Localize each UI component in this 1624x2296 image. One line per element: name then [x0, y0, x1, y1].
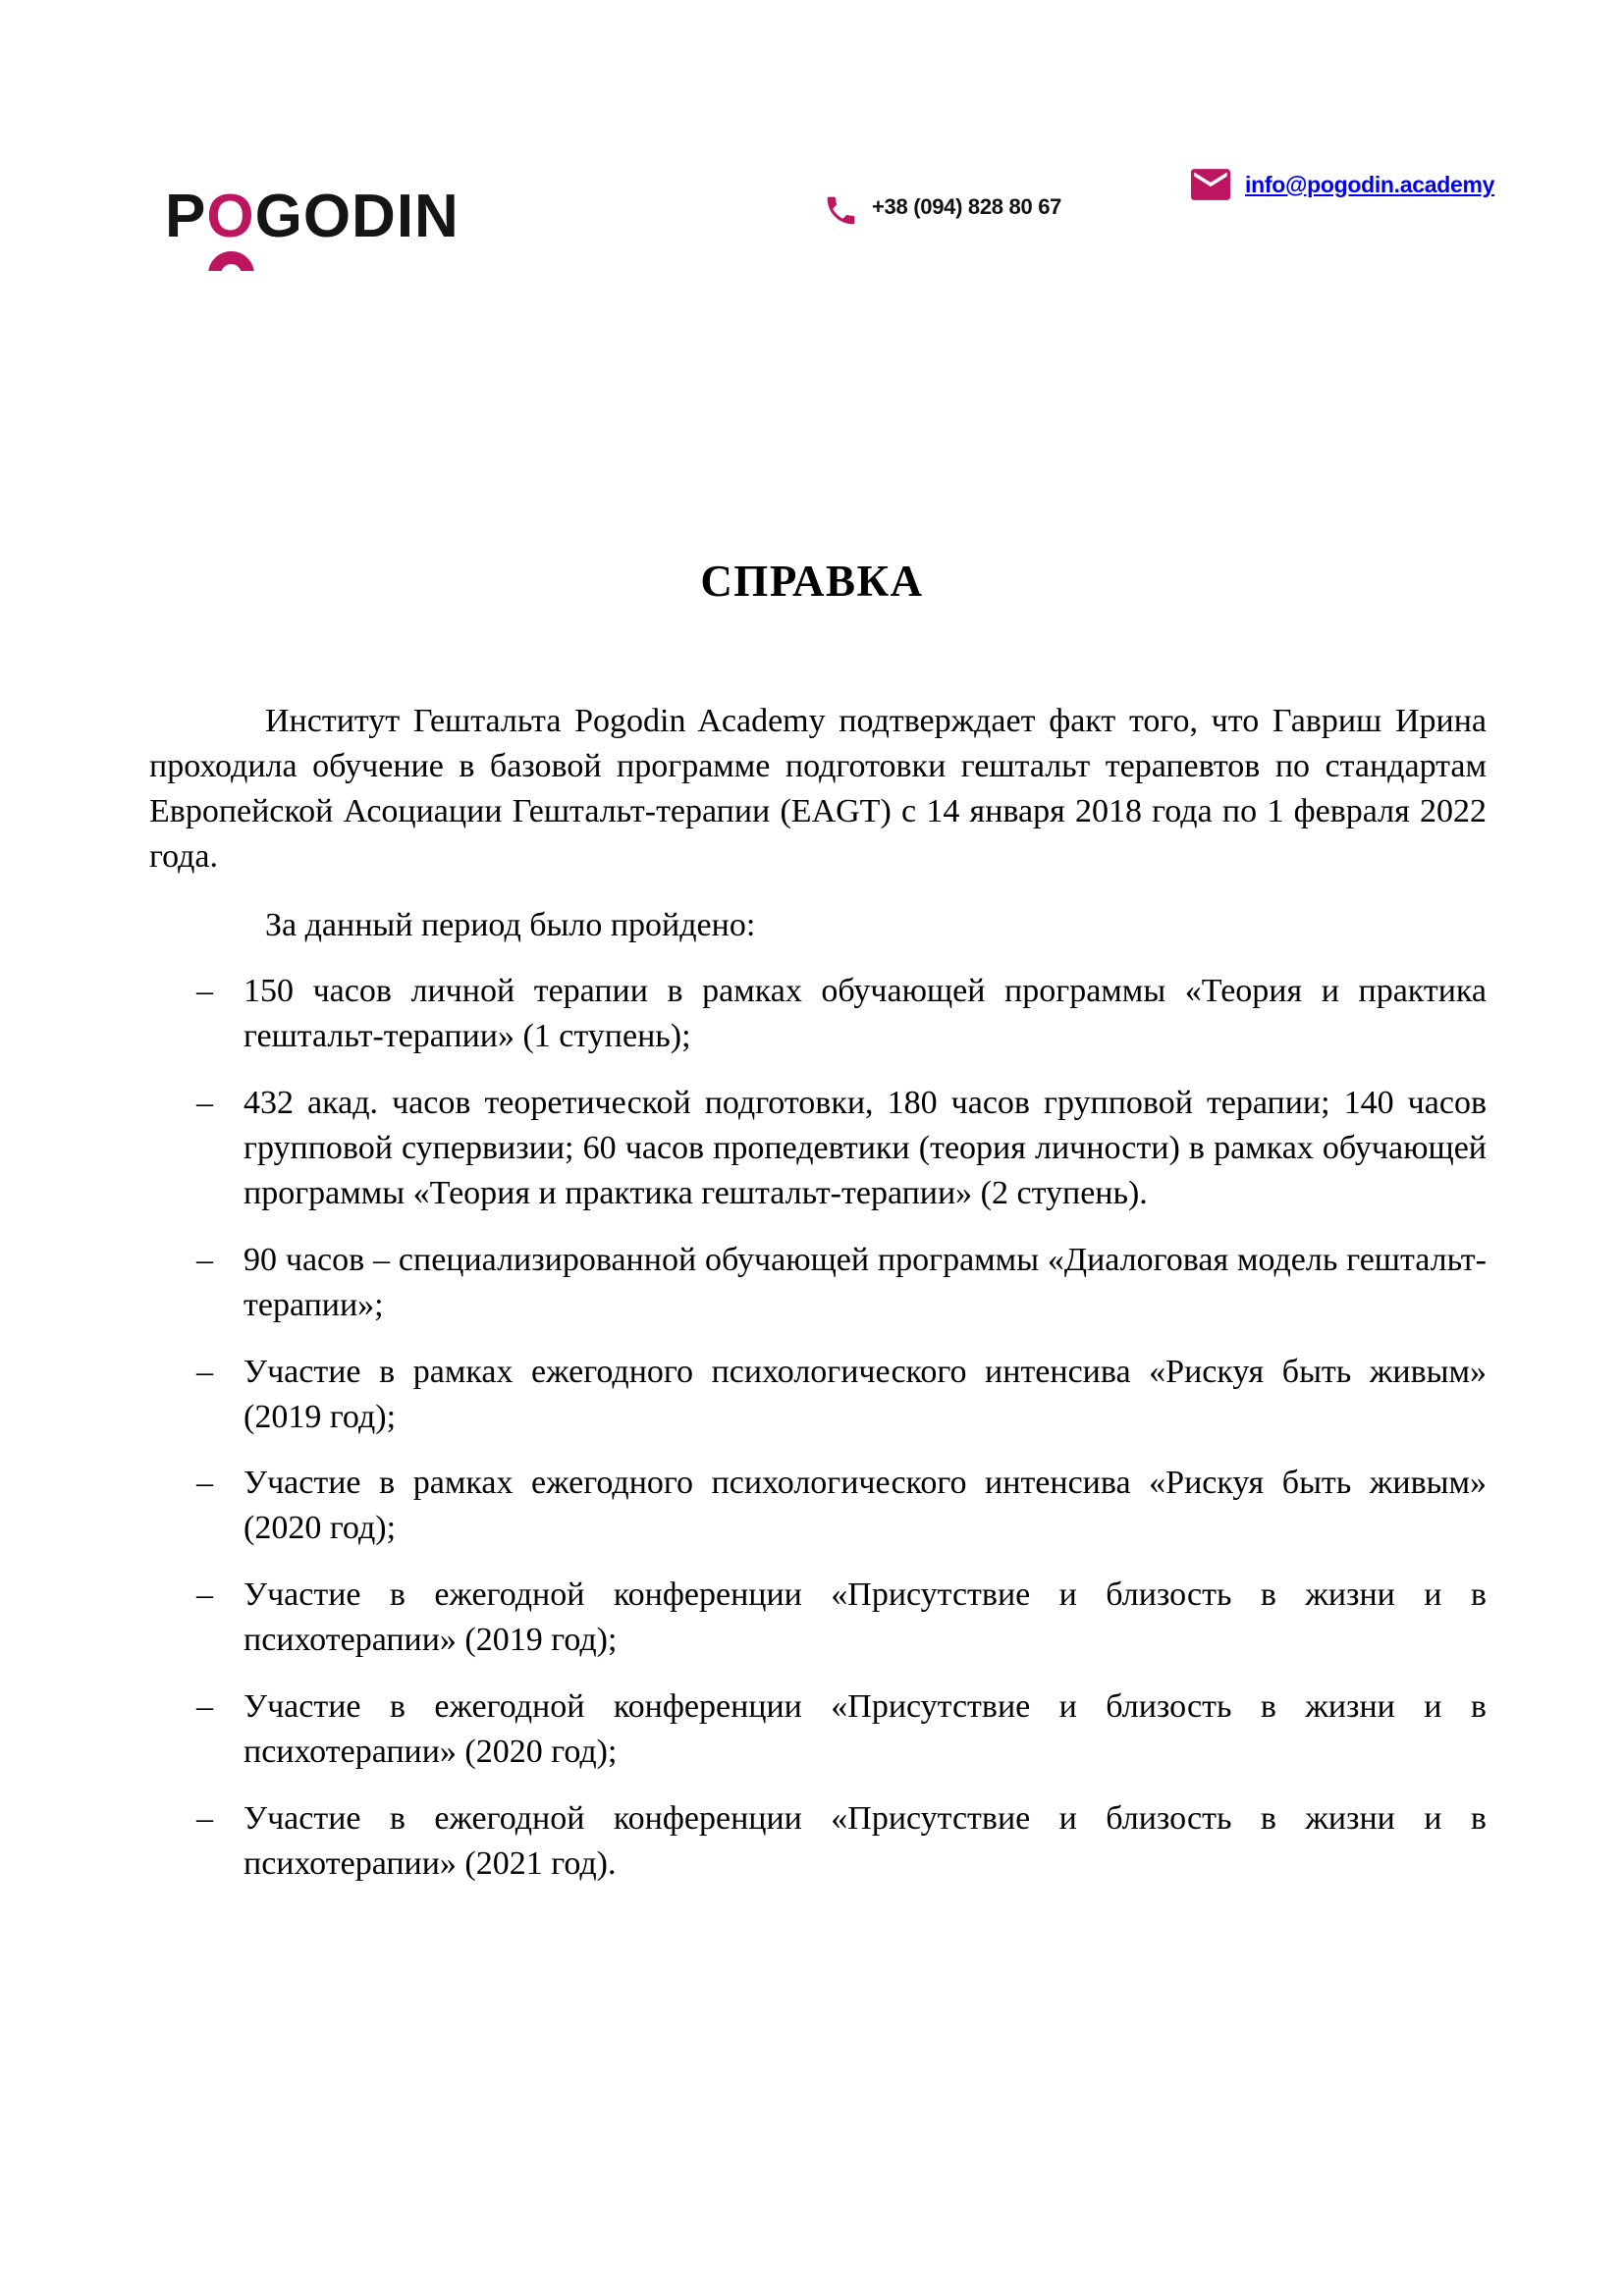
logo-letters-rest: GODIN [254, 183, 460, 250]
list-item-text: Участие в рамках ежегодного психологического интенсива «Рискуя быть живым» (2020 год); [244, 1465, 1487, 1547]
completed-items-list [149, 969, 1487, 1886]
document-body [149, 699, 1487, 1887]
logo-arc-mark [208, 251, 254, 271]
list-dash: – [196, 1688, 213, 1726]
pogodin-logo [165, 183, 460, 250]
list-item [149, 969, 1487, 1059]
email-contact [1191, 169, 1494, 200]
list-dash: – [196, 1799, 213, 1837]
list-dash: – [196, 1085, 213, 1122]
list-item [149, 1081, 1487, 1216]
list-item [149, 1573, 1487, 1663]
phone-icon [823, 192, 859, 229]
document-title: СПРАВКА [700, 557, 924, 606]
list-dash: – [196, 1465, 213, 1502]
phone-number: +38 (094) 828 80 67 [872, 193, 1062, 219]
list-item [149, 1461, 1487, 1551]
list-item [149, 1238, 1487, 1328]
list-item [149, 1684, 1487, 1775]
email-link[interactable]: info@pogodin.academy [1245, 171, 1495, 197]
list-dash: – [196, 1353, 213, 1390]
period-paragraph: За данный период было пройдено: [265, 906, 756, 943]
list-item-text: 150 часов личной терапии в рамках обучающей программы «Теория и практика гештальт-терапии» (1 ступень); [244, 973, 1487, 1055]
envelope-icon [1191, 169, 1230, 200]
list-dash: – [196, 1241, 213, 1278]
list-item [149, 1796, 1487, 1887]
list-item-text: 90 часов – специализированной обучающей программы «Диалоговая модель гештальт-терапии»; [244, 1241, 1487, 1323]
list-item-text: Участие в ежегодной конференции «Присутствие и близость в жизни и в психотерапии» (2021 год). [244, 1799, 1487, 1882]
list-item-text: Участие в ежегодной конференции «Присутствие и близость в жизни и в психотерапии» (2019 год); [244, 1576, 1487, 1659]
list-item-text: Участие в ежегодной конференции «Присутствие и близость в жизни и в психотерапии» (2020 год); [244, 1688, 1487, 1770]
phone-contact [823, 192, 1061, 229]
list-item-text: Участие в рамках ежегодного психологического интенсива «Рискуя быть живым» (2019 год); [244, 1353, 1487, 1435]
list-item [149, 1350, 1487, 1440]
intro-paragraph: Институт Гештальта Pogodin Academy подтверждает факт того, что Гавриш Ирина проходила обучение в базовой программе подготовки гештальт терапевтов по стандартам Европейской Асоциации Гештальт-терапии (EAGT) с 14 января 2018 года по 1 февраля 2022 года. [149, 703, 1487, 875]
list-dash: – [196, 1576, 213, 1614]
list-dash: – [196, 973, 213, 1010]
logo-letter-o: O [206, 183, 255, 250]
list-item-text: 432 акад. часов теоретической подготовки, 180 часов групповой терапии; 140 часов групповой супервизии; 60 часов пропедевтики (теория личности) в рамках обучающей программы «Теория и практика гештальт-терапии» (2 ступень). [244, 1085, 1487, 1212]
logo-letter-p: P [165, 183, 207, 250]
